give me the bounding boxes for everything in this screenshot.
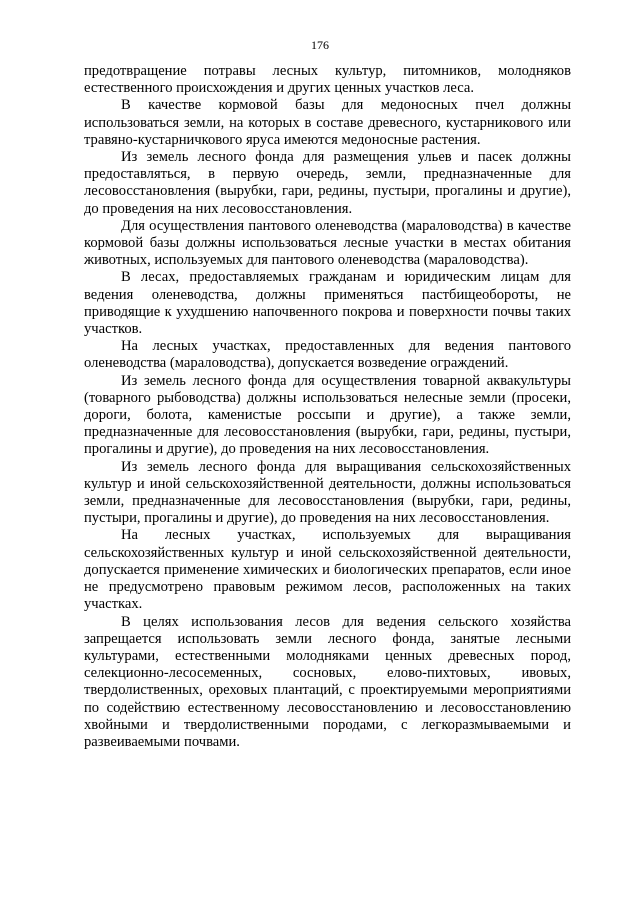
paragraph-antler-deer-forage: Для осуществления пантового оленеводства (мараловодства) в качестве кормовой базы должны использоваться лесные участки в местах обитания животных, используемых для пантового оленеводства (мараловодства). <box>84 217 571 269</box>
paragraph-continuation: предотвращение потравы лесных культур, питомников, молодняков естественного происхождения и других ценных участков леса. <box>84 63 571 97</box>
paragraph-chemical-use: На лесных участках, используемых для выращивания сельскохозяйственных культур и иной сельскохозяйственной деятельности, допускается применение химических и биологических препаратов, если иное не предусмотрено правовым режимом лесов, расположенных на таких участках. <box>84 527 571 613</box>
page-number: 176 <box>311 38 329 52</box>
paragraph-fencing: На лесных участках, предоставленных для ведения пантового оленеводства (мараловодства), допускается возведение ограждений. <box>84 338 571 372</box>
paragraph-crop-cultivation: Из земель лесного фонда для выращивания сельскохозяйственных культур и иной сельскохозяйственной деятельности, должны использоваться земли, предназначенные для лесовосстановления (вырубки, гари, редины, пустыри, прогалины и другие), до проведения на них лесовосстановления. <box>84 458 571 527</box>
paragraph-agriculture-restrictions: В целях использования лесов для ведения сельского хозяйства запрещается использовать земли лесного фонда, занятые лесными культурами, естественными молодняками ценных древесных пород, селекционно-лесосеменных, сосновых, елово-пихтовых, ивовых, твердолиственных, ореховых плантаций, с проектируемыми мероприятиями по содействию естественному лесовосстановлению и лесовосстановлению хвойными и твердолиственными породами, с легкоразмываемыми и развеиваемыми почвами. <box>84 613 571 750</box>
paragraph-pasture-rotation: В лесах, предоставляемых гражданам и юридическим лицам для ведения оленеводства, должны применяться пастбищеобороты, не приводящие к ухудшению напочвенного покрова и поверхности почвы таких участков. <box>84 269 571 338</box>
paragraph-bee-forage: В качестве кормовой базы для медоносных пчел должны использоваться земли, на которых в составе древесного, кустарникового или травяно-кустарничкового яруса имеются медоносные растения. <box>84 97 571 148</box>
document-body <box>84 63 571 751</box>
paragraph-apiary-placement: Из земель лесного фонда для размещения ульев и пасек должны предоставляться, в первую очередь, земли, предназначенные для лесовосстановления (вырубки, гари, редины, пустыри, прогалины и другие), до проведения на них лесовосстановления. <box>84 149 571 217</box>
paragraph-aquaculture: Из земель лесного фонда для осуществления товарной аквакультуры (товарного рыбоводства) должны использоваться нелесные земли (просеки, дороги, болота, каменистые россыпи и другие), а также земли, предназначенные для лесовосстановления (вырубки, гари, редины, пустыри, прогалины и другие), до проведения на них лесовосстановления. <box>84 372 571 458</box>
